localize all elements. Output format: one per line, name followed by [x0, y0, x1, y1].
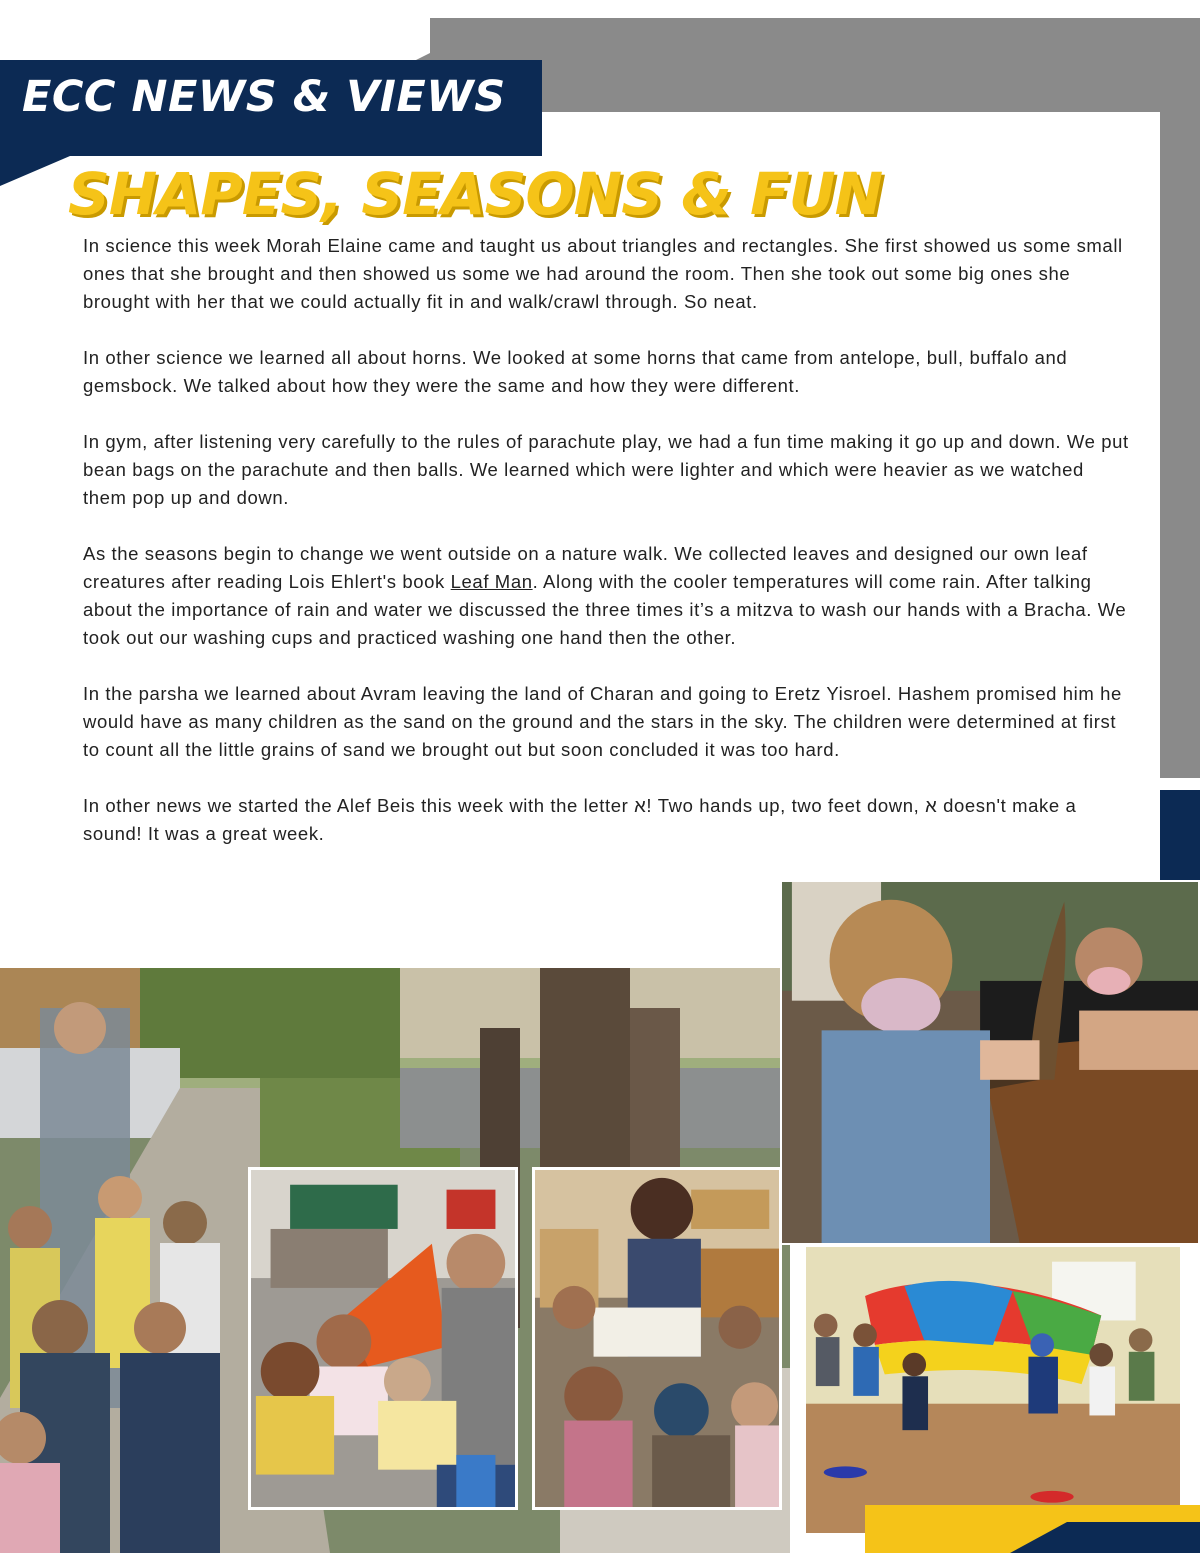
triangle-shape-photo: [248, 1167, 518, 1510]
book-title: Leaf Man: [450, 571, 533, 592]
paragraph-seasons: [83, 540, 1133, 652]
article-title: SHAPES, SEASONS & FUN: [68, 160, 883, 228]
parachute-play-photo: [803, 1244, 1183, 1536]
paragraph-alef-beis: In other news we started the Alef Beis this week with the letter א! Two hands up, two feet down, א doesn't make a sound! It was a great week.: [83, 795, 1077, 844]
horns-photo: [780, 880, 1200, 1245]
paragraph-gym: In gym, after listening very carefully to the rules of parachute play, we had a fun time making it go up and down. We put bean bags on the parachute and then balls. We learned which were lighter and which were heavier as we watched them pop up and down.: [83, 431, 1129, 508]
section-header: ECC NEWS & VIEWS: [22, 72, 506, 122]
paragraph-horns: In other science we learned all about horns. We looked at some horns that came from antelope, bull, buffalo and gemsbock. We talked about how they were the same and how they were different.: [83, 347, 1068, 396]
seasons-text-end: . Along with the cooler temperatures will come rain. After talking about the importance of rain and water we discussed the three times it’s a mitzva to wash our hands with a Bracha. We took out our washing cups and practiced washing one hand then the other.: [83, 571, 1127, 648]
seasons-text-start: As the seasons begin to change we went outside on a nature walk. We collected leaves and designed our own leaf creatures after reading Lois Ehlert's book: [83, 543, 1088, 592]
paragraph-parsha: In the parsha we learned about Avram leaving the land of Charan and going to Eretz Yisroel. Hashem promised him he would have as many children as the sand on the ground and the stars in the sky. The children were determined at first to count all the little grains of sand we brought out but soon concluded it was too hard.: [83, 683, 1122, 760]
article-body: [83, 232, 1133, 876]
teacher-reading-photo: [532, 1167, 782, 1510]
paragraph-shapes: In science this week Morah Elaine came and taught us about triangles and rectangles. She first showed us some small ones that she brought and then showed us some we had around the room. Then she took out some big ones she brought with her that we could actually fit in and walk/crawl through. So neat.: [83, 235, 1123, 312]
